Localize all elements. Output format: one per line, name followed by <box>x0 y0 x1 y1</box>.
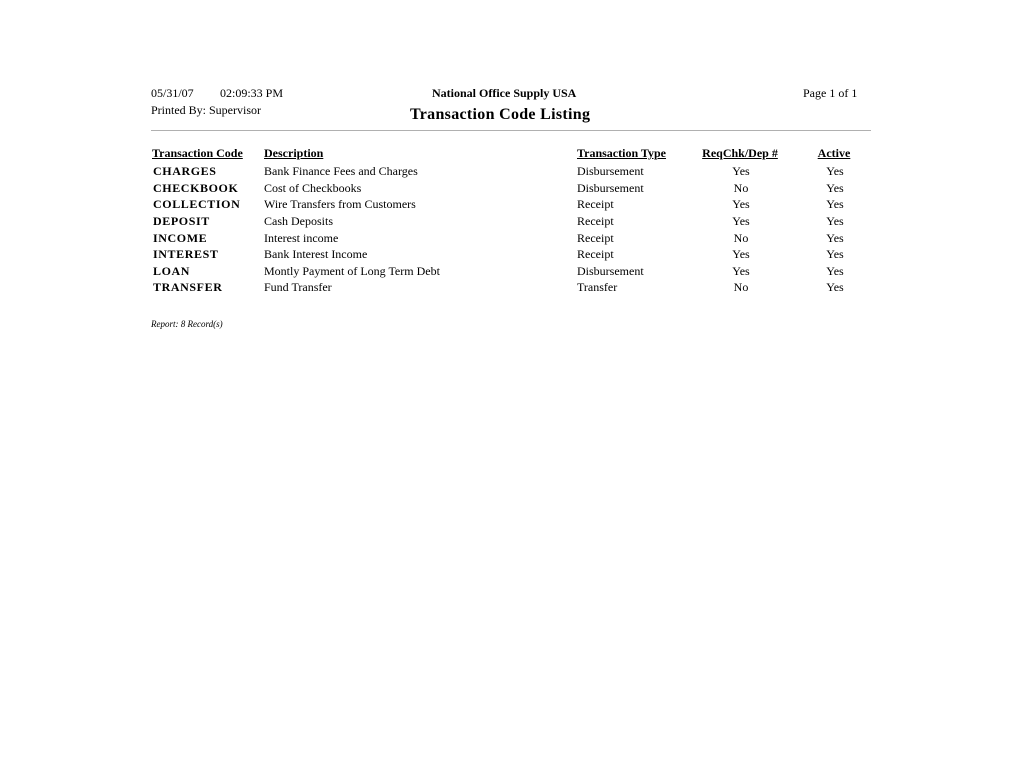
cell-reqchk-dep: Yes <box>732 214 750 228</box>
page-number: Page 1 of 1 <box>803 86 858 100</box>
cell-reqchk-dep: Yes <box>732 247 750 261</box>
cell-active: Yes <box>826 280 844 294</box>
cell-reqchk-dep: No <box>733 181 749 195</box>
cell-active: Yes <box>826 214 844 228</box>
printed-by: Printed By: Supervisor <box>151 103 261 117</box>
cell-reqchk-dep: No <box>733 231 749 245</box>
cell-transaction-code: INCOME <box>153 231 208 245</box>
cell-description: Wire Transfers from Customers <box>264 197 416 211</box>
cell-description: Interest income <box>264 231 339 245</box>
column-header-reqchk-dep: ReqChk/Dep # <box>702 146 778 160</box>
cell-transaction-code: LOAN <box>153 264 191 278</box>
cell-transaction-code: CHARGES <box>153 164 217 178</box>
cell-transaction-code: CHECKBOOK <box>153 181 239 195</box>
record-count-summary: Report: 8 Record(s) <box>151 319 223 329</box>
cell-description: Cost of Checkbooks <box>264 181 362 195</box>
cell-transaction-type: Disbursement <box>577 164 644 178</box>
report-time: 02:09:33 PM <box>220 86 284 100</box>
header-divider <box>151 130 871 131</box>
column-header-description: Description <box>264 146 324 160</box>
cell-description: Cash Deposits <box>264 214 333 228</box>
cell-transaction-code: COLLECTION <box>153 197 241 211</box>
cell-transaction-type: Disbursement <box>577 181 644 195</box>
cell-reqchk-dep: Yes <box>732 164 750 178</box>
cell-active: Yes <box>826 197 844 211</box>
report-date: 05/31/07 <box>151 86 194 100</box>
cell-description: Bank Finance Fees and Charges <box>264 164 418 178</box>
cell-transaction-type: Transfer <box>577 280 618 294</box>
cell-description: Montly Payment of Long Term Debt <box>264 264 440 278</box>
cell-transaction-type: Disbursement <box>577 264 644 278</box>
cell-active: Yes <box>826 164 844 178</box>
cell-active: Yes <box>826 231 844 245</box>
cell-active: Yes <box>826 264 844 278</box>
cell-transaction-code: INTEREST <box>153 247 219 261</box>
report-title: Transaction Code Listing <box>410 106 591 123</box>
company-name: National Office Supply USA <box>432 86 577 100</box>
cell-transaction-type: Receipt <box>577 214 614 228</box>
cell-reqchk-dep: Yes <box>732 264 750 278</box>
cell-reqchk-dep: No <box>733 280 749 294</box>
cell-transaction-type: Receipt <box>577 247 614 261</box>
cell-transaction-type: Receipt <box>577 197 614 211</box>
cell-transaction-code: TRANSFER <box>153 280 223 294</box>
column-header-active: Active <box>817 146 851 160</box>
column-header-transaction-type: Transaction Type <box>577 146 667 160</box>
cell-reqchk-dep: Yes <box>732 197 750 211</box>
cell-active: Yes <box>826 181 844 195</box>
cell-description: Bank Interest Income <box>264 247 368 261</box>
cell-description: Fund Transfer <box>264 280 332 294</box>
column-header-transaction-code: Transaction Code <box>152 146 243 160</box>
cell-transaction-code: DEPOSIT <box>153 214 210 228</box>
cell-active: Yes <box>826 247 844 261</box>
cell-transaction-type: Receipt <box>577 231 614 245</box>
